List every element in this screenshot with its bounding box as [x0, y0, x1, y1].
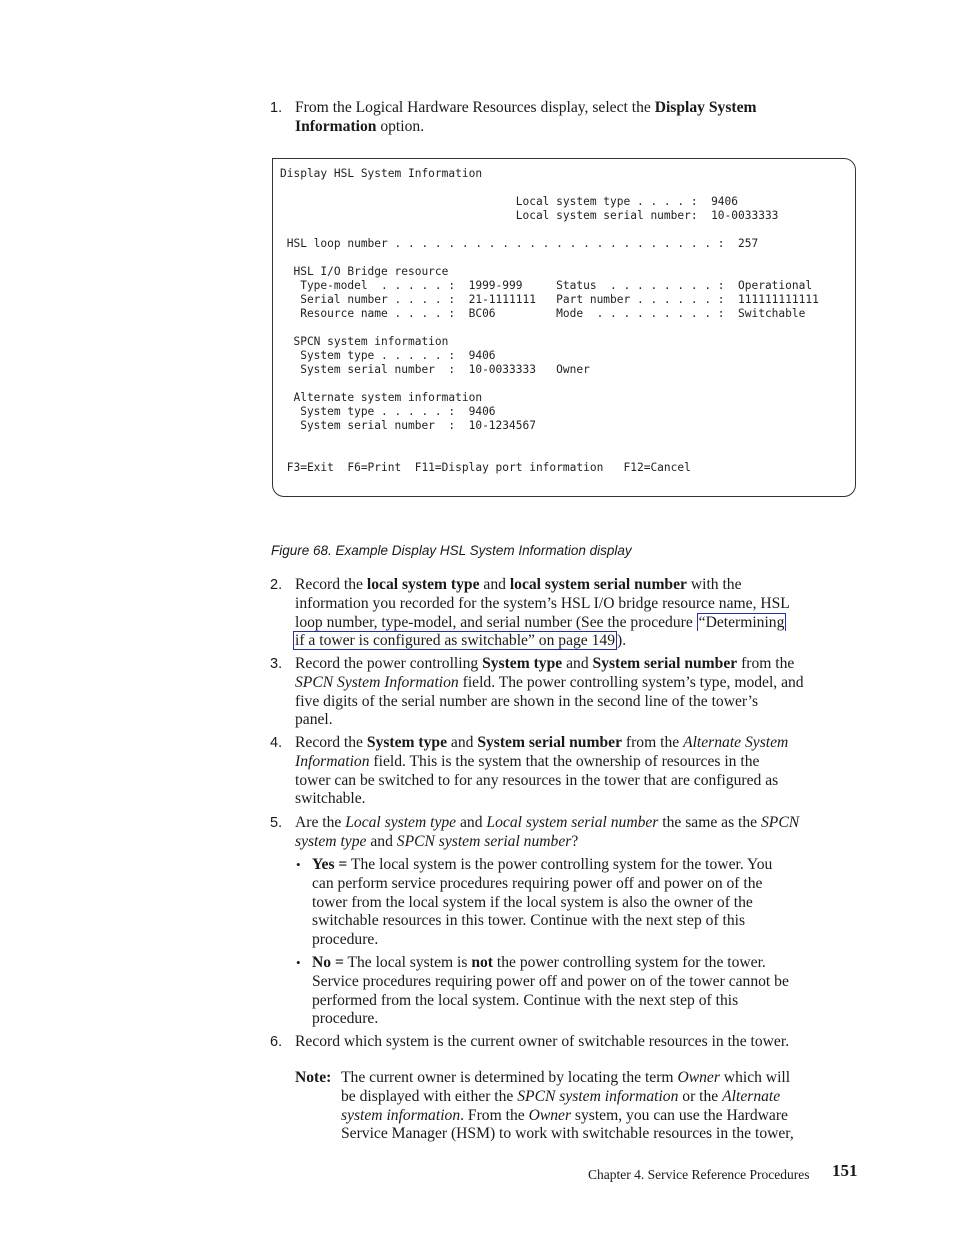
- step-number: 2.: [270, 577, 283, 593]
- cross-reference-link[interactable]: if a tower is configured as switchable” on page 149: [295, 632, 615, 650]
- bullet-yes-text: Yes = The local system is the power controlling system for the tower. You can perform service procedures requiring power off and power on of the tower from the local system if the local system is also the owner of the switchable resources in this tower. Continue with the next step of this procedure.: [312, 856, 773, 949]
- page-number: 151: [832, 1161, 858, 1180]
- cross-reference-link[interactable]: “Determining: [698, 613, 785, 631]
- screen-line: Local system type . . . . : 9406: [280, 195, 739, 208]
- figure-caption: Figure 68. Example Display HSL System Information display: [271, 543, 632, 558]
- note-label: Note:: [295, 1069, 332, 1086]
- step-5-text: Are the Local system type and Local system serial number the same as the SPCN system type and SPCN system serial number?: [295, 814, 800, 850]
- screen-line: System serial number : 10-0033333 Owner: [280, 363, 590, 376]
- screen-line: Local system serial number: 10-0033333: [280, 209, 779, 222]
- step-number: 1.: [270, 100, 283, 116]
- screen-line: SPCN system information: [280, 335, 449, 348]
- step-number: 6.: [270, 1034, 283, 1050]
- screen-line: Serial number . . . . : 21-1111111 Part number . . . . . . : 111111111111: [280, 293, 819, 306]
- screen-line: Display HSL System Information: [280, 167, 483, 180]
- screen-line: Alternate system information: [280, 391, 483, 404]
- step-1-text: From the Logical Hardware Resources display, select the Display System Information option.: [295, 99, 757, 135]
- step-4-text: Record the System type and System serial number from the Alternate System Information field. This is the system that the ownership of resources in the tower can be switched to for any resources in the tower that are configured as switchable.: [295, 734, 789, 808]
- screen-line: F3=Exit F6=Print F11=Display port information F12=Cancel: [280, 461, 691, 474]
- note-text: The current owner is determined by locating the term Owner which will be displayed with either the SPCN system information or the Alternate system information. From the Owner system, you can use the Hardware Service Manager (HSM) to work with switchable resources in the tower,: [341, 1069, 794, 1143]
- screen-line: HSL loop number . . . . . . . . . . . . . . . . . . . . . . . . : 257: [280, 237, 759, 250]
- screen-line: HSL I/O Bridge resource: [280, 265, 449, 278]
- screen-line: System type . . . . . : 9406: [280, 405, 496, 418]
- step-number: 3.: [270, 656, 283, 672]
- screen-line: Type-model . . . . . : 1999-999 Status . . . . . . . . : Operational: [280, 279, 813, 292]
- step-2-text: Record the local system type and local system serial number with the information you recorded for the system’s HSL I/O bridge resource name, HSL loop number, type-model, and serial number (See the procedure “Determining if a tower is configured as switchable” on page 149 ).: [295, 576, 790, 650]
- step-6-text: Record which system is the current owner of switchable resources in the tower.: [295, 1033, 790, 1050]
- bullet-icon: •: [296, 955, 301, 970]
- step-3-text: Record the power controlling System type and System serial number from the SPCN System Information field. The power controlling system’s type, model, and five digits of the serial number are shown in the second line of the tower’s panel.: [295, 655, 804, 729]
- screen-line: Resource name . . . . : BC06 Mode . . . . . . . . . : Switchable: [280, 307, 806, 320]
- screen-line: System type . . . . . : 9406: [280, 349, 496, 362]
- step-number: 4.: [270, 735, 283, 751]
- screen-line: System serial number : 10-1234567: [280, 419, 536, 432]
- bullet-no-text: No = The local system is not the power controlling system for the tower. Service procedures requiring power off and power on of the tower cannot be performed from the local system. Continue with the next step of this procedure.: [312, 954, 789, 1028]
- bullet-icon: •: [296, 857, 301, 872]
- footer-chapter: Chapter 4. Service Reference Procedures: [588, 1167, 810, 1182]
- step-number: 5.: [270, 815, 283, 831]
